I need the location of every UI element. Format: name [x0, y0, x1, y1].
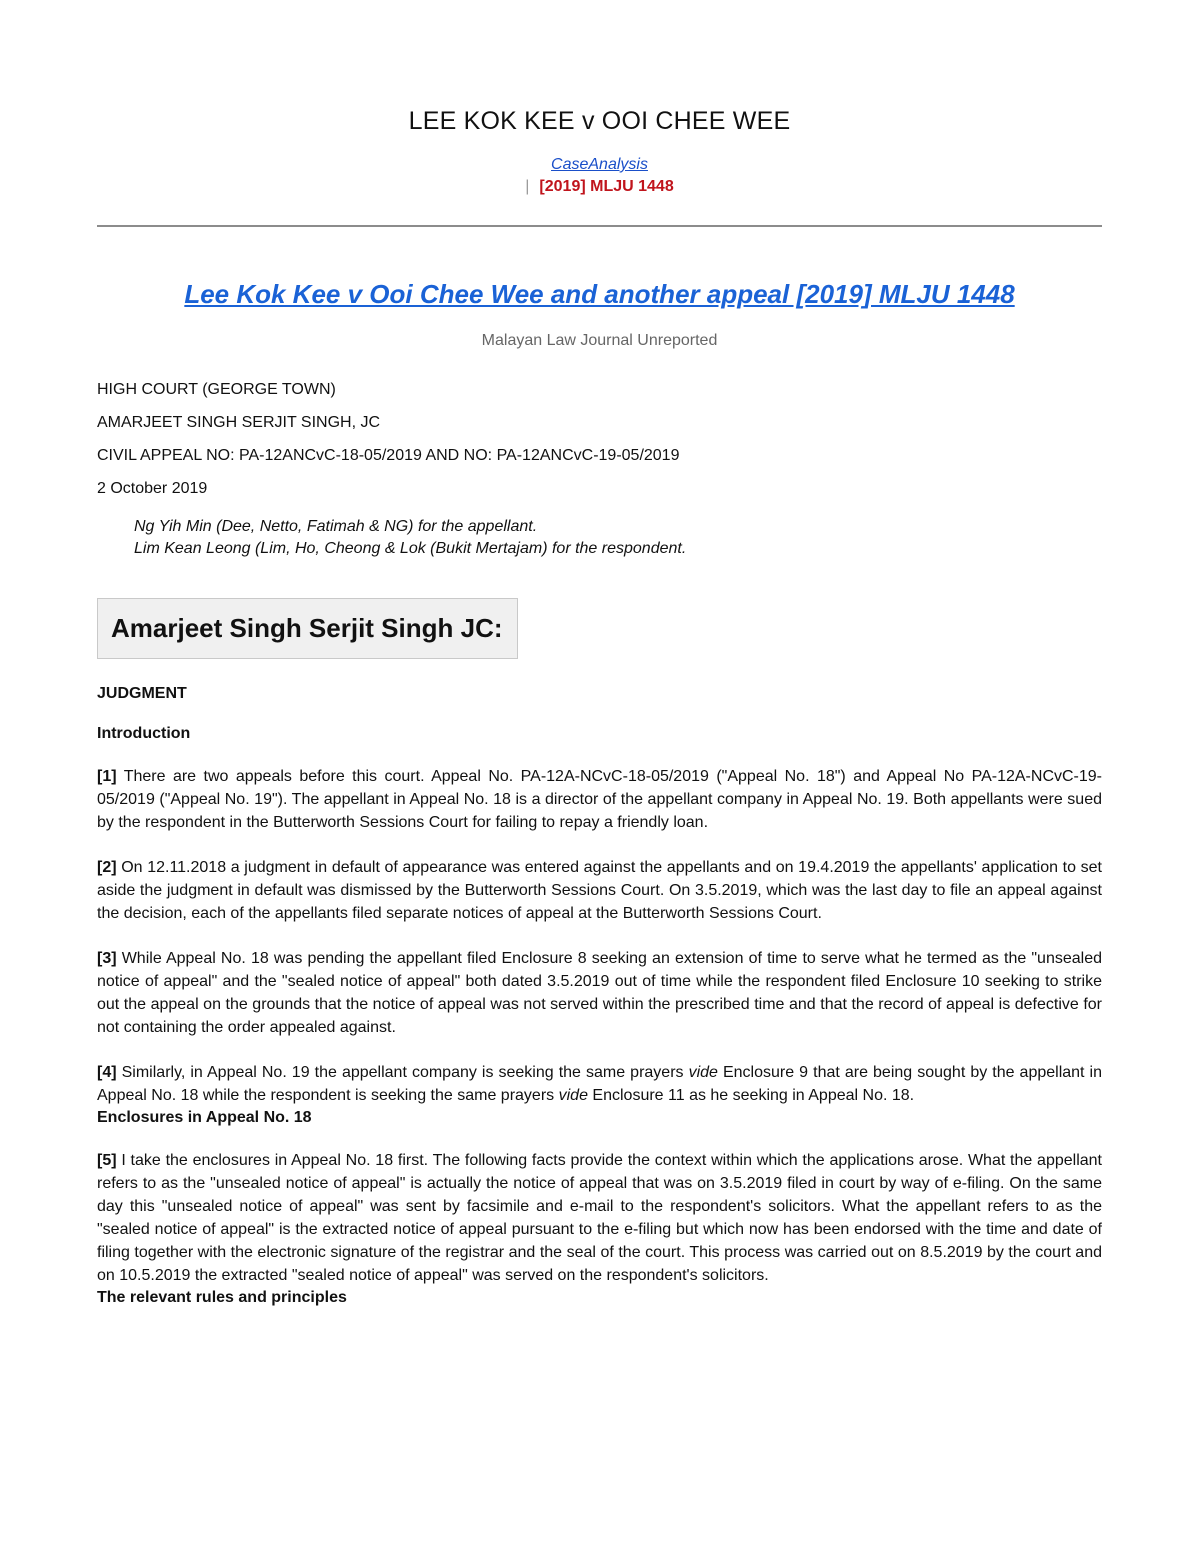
paragraph-3-number: [3]: [97, 950, 117, 967]
paragraph-5: [97, 1149, 1102, 1287]
rules-heading: The relevant rules and principles: [97, 1289, 347, 1306]
paragraph-1-number: [1]: [97, 768, 117, 785]
case-metadata: [97, 380, 1102, 498]
header-divider: [97, 225, 1102, 227]
paragraph-4-text-a: Similarly, in Appeal No. 19 the appellant company is seeking the same prayers: [121, 1064, 689, 1081]
paragraph-2: [97, 856, 1102, 925]
case-title: [97, 279, 1102, 310]
counsel-block: [134, 516, 1102, 560]
paragraph-3-text: While Appeal No. 18 was pending the appellant filed Enclosure 8 seeking an extension of time to serve what he termed as the "unsealed notice of appeal" and the "sealed notice of appeal" both dated 3.5.2019 out of time while the respondent filed Enclosure 10 seeking to strike out the appeal on the grounds that the notice of appeal was not served within the prescribed time and that the record of appeal is defective for not containing the order appealed against.: [97, 950, 1103, 1036]
paragraph-2-text: On 12.11.2018 a judgment in default of appearance was entered against the appellants and on 19.4.2019 the appellants' application to set aside the judgment in default was dismissed by the Butterworth Sessions Court. On 3.5.2019, which was the last day to file an appeal against the decision, each of the appellants filed separate notices of appeal at the Butterworth Sessions Court.: [97, 859, 1103, 922]
paragraph-2-number: [2]: [97, 859, 117, 876]
paragraph-4-vide-1: vide: [688, 1064, 718, 1081]
judge-heading: Amarjeet Singh Serjit Singh JC:: [97, 598, 518, 659]
document-page: [97, 0, 1102, 1307]
paragraph-5-number: [5]: [97, 1152, 117, 1169]
citation-separator: |: [525, 178, 530, 195]
case-analysis-link[interactable]: CaseAnalysis: [551, 156, 648, 173]
appeal-number: CIVIL APPEAL NO: PA-12ANCvC-18-05/2019 AND NO: PA-12ANCvC-19-05/2019: [97, 447, 680, 464]
paragraph-3: [97, 947, 1102, 1039]
judgment-date: 2 October 2019: [97, 480, 208, 497]
court-name: HIGH COURT (GEORGE TOWN): [97, 381, 336, 398]
citation-row: [97, 178, 1102, 196]
document-title: LEE KOK KEE v OOI CHEE WEE: [408, 107, 791, 135]
paragraph-4-text-c: Enclosure 11 as he seeking in Appeal No. 18.: [587, 1087, 915, 1104]
counsel-respondent: Lim Kean Leong (Lim, Ho, Cheong & Lok (Bukit Mertajam) for the respondent.: [134, 540, 687, 557]
judgment-heading: JUDGMENT: [97, 685, 187, 702]
case-analysis-row: [97, 156, 1102, 174]
paragraph-5-text: I take the enclosures in Appeal No. 18 first. The following facts provide the context within which the applications arose. What the appellant refers to as the "unsealed notice of appeal" is actually the notice of appeal that was on 3.5.2019 filed in court by way of e-filing. On the same day this "unsealed notice of appeal" was sent by facsimile and e-mail to the respondent's solicitors. What the appellant refers to as the "sealed notice of appeal" is the extracted notice of appeal pursuant to the e-filing but which now has been endorsed with the time and date of filing together with the electronic signature of the registrar and the seal of the court. This process was carried out on 8.5.2019 by the court and on 10.5.2019 the extracted "sealed notice of appeal" was served on the respondent's solicitors.: [97, 1152, 1103, 1284]
paragraph-4: [97, 1061, 1102, 1107]
case-title-link[interactable]: Lee Kok Kee v Ooi Chee Wee and another appeal [2019] MLJU 1448: [184, 279, 1015, 309]
paragraph-4-text-b: Enclosure 9 that are being sought by the appellant in Appeal No. 18 while the respondent is seeking the same prayers: [97, 1064, 1103, 1104]
paragraph-4-number: [4]: [97, 1064, 117, 1081]
paragraph-1-text: There are two appeals before this court. Appeal No. PA-12A-NCvC-18-05/2019 ("Appeal No. 18") and Appeal No PA-12A-NCvC-19-05/2019 ("Appeal No. 19"). The appellant in Appeal No. 18 is a director of the appellant company in Appeal No. 19. Both appellants were sued by the respondent in the Butterworth Sessions Court for failing to repay a friendly loan.: [97, 768, 1103, 831]
citation-label: [2019] MLJU 1448: [539, 178, 674, 195]
introduction-heading: Introduction: [97, 725, 191, 742]
journal-name: Malayan Law Journal Unreported: [481, 332, 718, 349]
counsel-appellant: Ng Yih Min (Dee, Netto, Fatimah & NG) for the appellant.: [134, 518, 538, 535]
paragraph-1: [97, 765, 1102, 834]
judge-name: AMARJEET SINGH SERJIT SINGH, JC: [97, 414, 381, 431]
enclosures-heading: Enclosures in Appeal No. 18: [97, 1109, 312, 1126]
paragraph-4-vide-2: vide: [558, 1087, 588, 1104]
